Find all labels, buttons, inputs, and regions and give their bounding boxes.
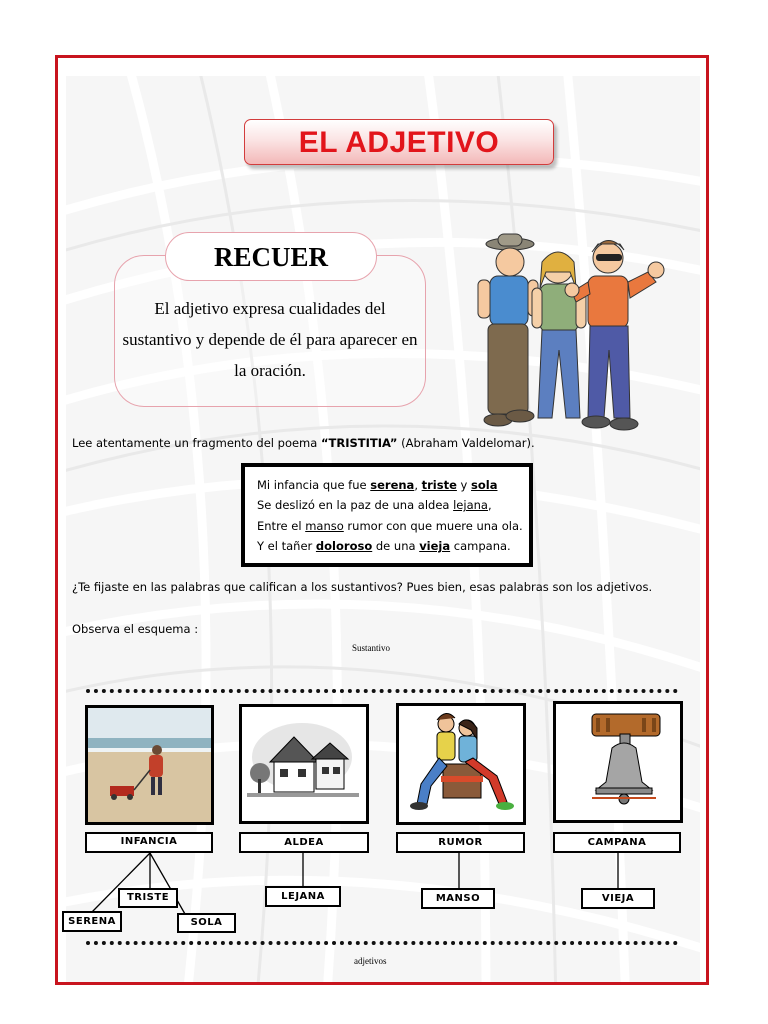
adjective-word: sola — [471, 478, 498, 492]
adjective-label-vieja: VIEJA — [581, 888, 655, 909]
adjective-word: triste — [421, 478, 457, 492]
adjective-label-sola: SOLA — [177, 913, 236, 933]
adjective-word: lejana — [453, 498, 488, 513]
poem-text: y — [456, 478, 472, 492]
adjective-word: doloroso — [315, 538, 373, 553]
noun-label-infancia: INFANCIA — [85, 832, 213, 853]
question-text: ¿Te fijaste en las palabras que califican a los sustantivos? Pues bien, esas palabras son los adjetivos. — [72, 580, 653, 594]
adjective-label-manso: MANSO — [421, 888, 495, 909]
page-title: EL ADJETIVO — [298, 126, 500, 159]
poem-text: Mi infancia que fue — [257, 478, 371, 492]
definition-text: El adjetivo expresa cualidades del sustantivo y depende de él para aparecer en la oración. — [122, 299, 418, 380]
adjective-label-triste: TRISTE — [118, 888, 178, 908]
poem-text: Se deslizó en la paz de una aldea — [257, 498, 454, 513]
poem-text: campana. — [450, 538, 511, 553]
dotted-divider-bottom — [86, 941, 678, 945]
poem-title: “TRISTITIA” — [320, 436, 398, 450]
poem-text: Entre el — [257, 518, 306, 533]
poem-text: rumor con que muere una ola. — [343, 518, 523, 533]
noun-label-aldea: ALDEA — [239, 832, 369, 853]
noun-label-rumor: RUMOR — [396, 832, 525, 853]
poem-text: , — [487, 498, 492, 513]
adjective-word: serena — [370, 478, 415, 492]
adjective-word: manso — [305, 518, 344, 533]
recuer-heading: RECUER — [213, 242, 328, 272]
poem-text: , — [414, 478, 422, 492]
sustantivo-label: Sustantivo — [352, 643, 391, 653]
noun-label-campana: CAMPANA — [553, 832, 681, 853]
adjetivos-label: adjetivos — [354, 956, 387, 966]
instruction-prefix: Lee atentamente un fragmento del poema — [72, 436, 321, 450]
adjective-word: vieja — [419, 538, 451, 553]
poem-text: Y el tañer — [257, 538, 316, 553]
instruction-suffix: (Abraham Valdelomar). — [397, 436, 535, 450]
adjective-label-serena: SERENA — [62, 911, 122, 932]
poem-text: de una — [372, 538, 420, 553]
observe-text: Observa el esquema : — [72, 622, 199, 636]
adjective-label-lejana: LEJANA — [265, 886, 341, 907]
